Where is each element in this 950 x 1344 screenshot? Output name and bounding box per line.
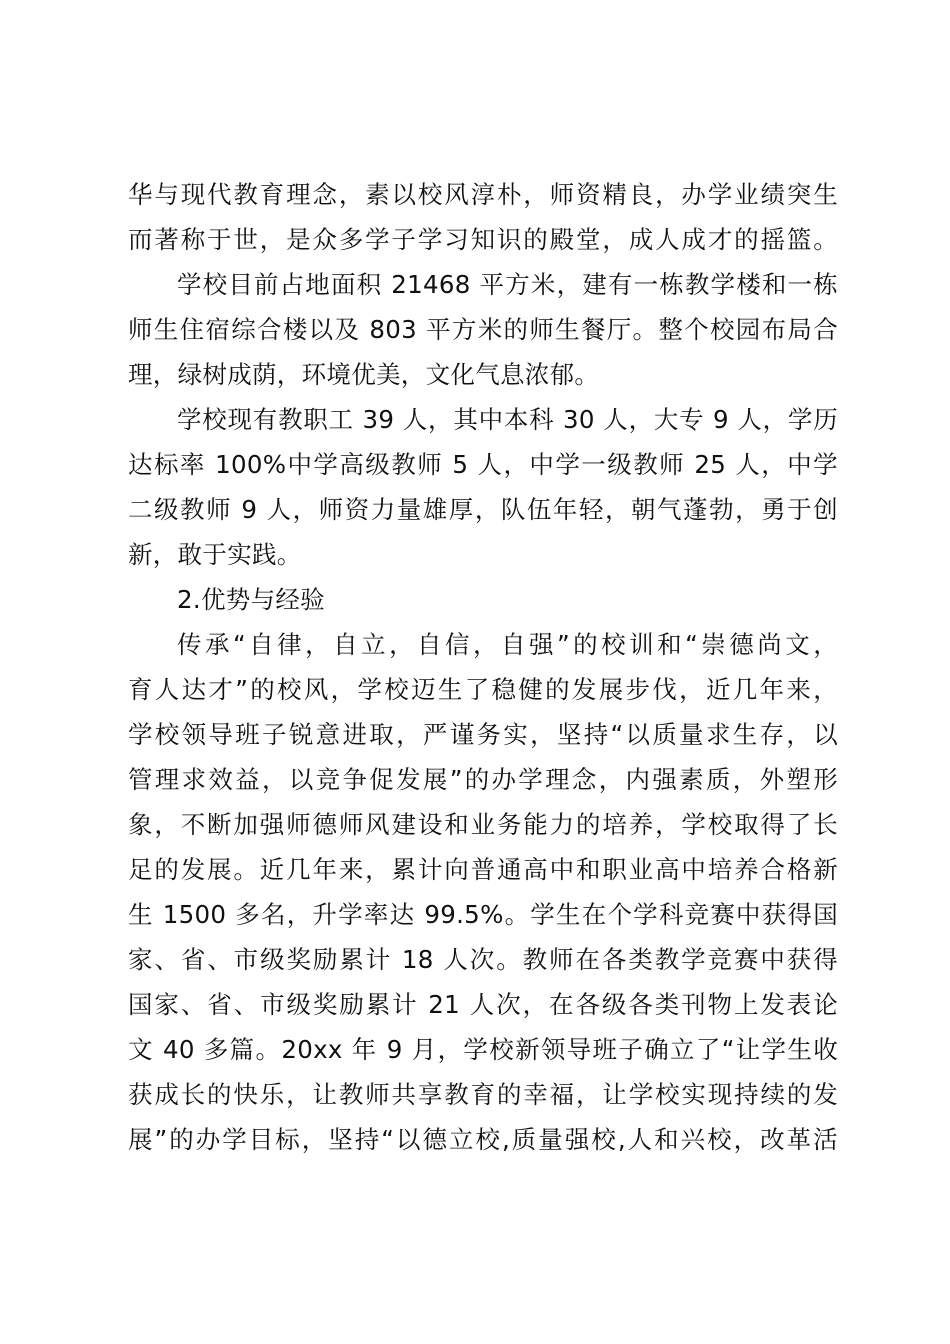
text-line: 学校领导班子锐意进取，严谨务实，坚持“以质量求生存，以 — [128, 720, 838, 749]
text-line: 育人达才”的校风，学校迈生了稳健的发展步伐，近几年来， — [128, 675, 838, 704]
paragraph-first-line: 学校目前占地面积 21468 平方米，建有一栋教学楼和一栋 — [177, 270, 838, 299]
text-line: 文 40 多篇。20xx 年 9 月，学校新领导班子确立了“让学生收 — [128, 1035, 838, 1064]
text-line: 二级教师 9 人，师资力量雄厚，队伍年轻，朝气蓬勃，勇于创 — [128, 495, 838, 524]
text-line: 展”的办学目标，坚持“以德立校,质量强校,人和兴校，改革活 — [128, 1125, 838, 1154]
text-line: 象，不断加强师德师风建设和业务能力的培养，学校取得了长 — [128, 810, 838, 839]
text-line: 华与现代教育理念，素以校风淳朴，师资精良，办学业绩突生 — [128, 180, 838, 209]
paragraph-first-line: 学校现有教职工 39 人，其中本科 30 人，大专 9 人，学历 — [177, 405, 838, 434]
text-line: 足的发展。近几年来，累计向普通高中和职业高中培养合格新 — [128, 855, 838, 884]
text-line: 获成长的快乐，让教师共享教育的幸福，让学校实现持续的发 — [128, 1080, 838, 1109]
text-line: 师生住宿综合楼以及 803 平方米的师生餐厅。整个校园布局合 — [128, 315, 838, 344]
text-line: 家、省、市级奖励累计 18 人次。教师在各类教学竞赛中获得 — [128, 945, 838, 974]
paragraph-last-line: 新，敢于实践。 — [128, 540, 302, 569]
text-line: 管理求效益，以竞争促发展”的办学理念，内强素质，外塑形 — [128, 765, 838, 794]
text-line: 而著称于世，是众多学子学习知识的殿堂，成人成才的摇篮。 — [128, 225, 838, 254]
paragraph-first-line: 传承“自律，自立，自信，自强”的校训和“崇德尚文， — [177, 630, 838, 659]
text-line: 生 1500 多名，升学率达 99.5%。学生在个学科竞赛中获得国 — [128, 900, 838, 929]
body-text — [128, 172, 838, 1162]
section-heading: 2.优势与经验 — [177, 585, 325, 614]
text-line: 达标率 100%中学高级教师 5 人，中学一级教师 25 人，中学 — [128, 450, 838, 479]
paragraph-last-line: 理，绿树成荫，环境优美，文化气息浓郁。 — [128, 360, 600, 389]
text-line: 国家、省、市级奖励累计 21 人次，在各级各类刊物上发表论 — [128, 990, 838, 1019]
